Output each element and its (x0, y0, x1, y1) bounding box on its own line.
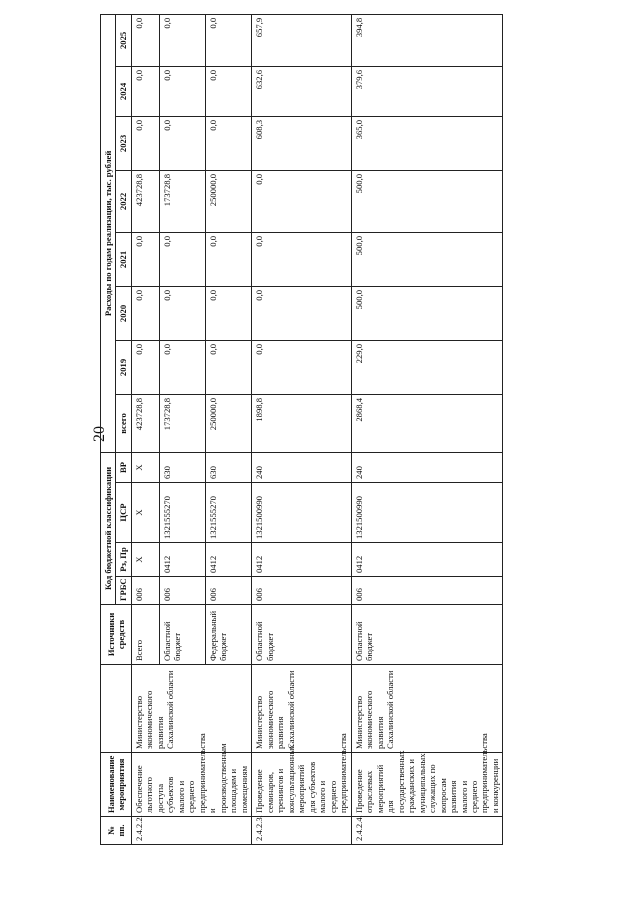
year-value: 423728,8 (131, 170, 159, 232)
year-value: 0,0 (205, 66, 251, 116)
vr-code: 630 (159, 452, 205, 482)
year-value: 0,0 (252, 232, 351, 286)
table-row (131, 14, 159, 844)
csr-code: 1321555270 (159, 483, 205, 543)
csr-code: 1321500990 (351, 483, 503, 543)
grbs-code: 006 (205, 577, 251, 605)
header-name: Наименование мероприятия (101, 753, 132, 817)
year-value: 0,0 (159, 340, 205, 394)
year-value: 0,0 (205, 340, 251, 394)
year-value: 365,0 (351, 116, 503, 170)
year-value: 394,8 (351, 14, 503, 66)
total-value: 423728,8 (131, 394, 159, 452)
header-rzpr: Рз, Пр (116, 543, 131, 577)
measure-name: Проведение семинаров, тренингов и консультационных мероприятий для субъектов малого и среднего предпринимательства (252, 753, 351, 817)
expenses-table (100, 14, 503, 845)
page-number: 20 (91, 426, 108, 442)
funding-source: Областной бюджет (351, 605, 503, 665)
header-source: Источники средств (101, 605, 132, 665)
header-vr: ВР (116, 452, 131, 482)
funding-source: Областной бюджет (252, 605, 351, 665)
vr-code: 630 (205, 452, 251, 482)
year-value: 0,0 (131, 66, 159, 116)
measure-name: Обеспечение льготного доступа субъектов малого и среднего предпринимательства и производственным площадям и помещениям (131, 753, 251, 817)
rzpr-code: 0412 (159, 543, 205, 577)
funding-source: Федеральный бюджет (205, 605, 251, 665)
total-value: 2868,4 (351, 394, 503, 452)
table-row (252, 14, 351, 844)
measure-name: Проведение отраслевых мероприятий для государственных гражданских и муниципальных служащих по вопросам развития малого и среднего предпринимательства и конкуренции (351, 753, 503, 817)
grbs-code: 006 (159, 577, 205, 605)
year-value: 0,0 (131, 116, 159, 170)
rzpr-code: 0412 (205, 543, 251, 577)
vr-code: 240 (351, 452, 503, 482)
csr-code: 1321500990 (252, 483, 351, 543)
year-value: 0,0 (159, 232, 205, 286)
csr-code: 1321555270 (205, 483, 251, 543)
year-value: 0,0 (205, 116, 251, 170)
year-value: 500,0 (351, 170, 503, 232)
executor: Министерство экономического развития Сахалинской области (351, 665, 503, 753)
rzpr-code: Х (131, 543, 159, 577)
header-expense-group: Расходы по годам реализации, тыс. рублей (101, 14, 116, 452)
year-value: 0,0 (205, 14, 251, 66)
year-value: 0,0 (131, 232, 159, 286)
year-value: 229,0 (351, 340, 503, 394)
year-value: 0,0 (205, 286, 251, 340)
year-value: 173728,8 (159, 170, 205, 232)
header-code-group: Код бюджетной классификации (101, 452, 116, 604)
year-value: 0,0 (131, 286, 159, 340)
year-value: 379,6 (351, 66, 503, 116)
year-value: 632,6 (252, 66, 351, 116)
total-value: 173728,8 (159, 394, 205, 452)
year-value: 0,0 (252, 170, 351, 232)
year-value: 0,0 (159, 286, 205, 340)
year-value: 0,0 (252, 340, 351, 394)
year-value: 500,0 (351, 232, 503, 286)
header-executor (101, 665, 132, 753)
header-csr: ЦСР (116, 483, 131, 543)
header-year-2023: 2023 (116, 116, 131, 170)
year-value: 0,0 (252, 286, 351, 340)
year-value: 657,9 (252, 14, 351, 66)
header-year-2025: 2025 (116, 14, 131, 66)
header-year-2019: 2019 (116, 340, 131, 394)
year-value: 500,0 (351, 286, 503, 340)
header-year-2022: 2022 (116, 170, 131, 232)
header-year-2024: 2024 (116, 66, 131, 116)
rzpr-code: 0412 (351, 543, 503, 577)
year-value: 0,0 (205, 232, 251, 286)
vr-code: 240 (252, 452, 351, 482)
header-total: всего (116, 394, 131, 452)
header-year-2020: 2020 (116, 286, 131, 340)
year-value: 0,0 (131, 340, 159, 394)
grbs-code: 006 (252, 577, 351, 605)
header-no: № пп. (101, 817, 132, 845)
rzpr-code: 0412 (252, 543, 351, 577)
year-value: 0,0 (159, 14, 205, 66)
executor: Министерство экономического развития Сахалинской области (131, 665, 251, 753)
year-value: 250000,0 (205, 170, 251, 232)
grbs-code: 006 (351, 577, 503, 605)
header-grbs: ГРБС (116, 577, 131, 605)
header-year-2021: 2021 (116, 232, 131, 286)
year-value: 0,0 (159, 66, 205, 116)
csr-code: Х (131, 483, 159, 543)
vr-code: Х (131, 452, 159, 482)
year-value: 608,3 (252, 116, 351, 170)
row-number: 2.4.2.3. (252, 817, 351, 845)
total-value: 250000,0 (205, 394, 251, 452)
row-number: 2.4.2.2. (131, 817, 251, 845)
row-number: 2.4.2.4. (351, 817, 503, 845)
table-row (351, 14, 503, 844)
grbs-code: 006 (131, 577, 159, 605)
funding-source: Областной бюджет (159, 605, 205, 665)
total-value: 1898,8 (252, 394, 351, 452)
year-value: 0,0 (131, 14, 159, 66)
year-value: 0,0 (159, 116, 205, 170)
funding-source: Всего (131, 605, 159, 665)
executor: Министерство экономического развития Сахалинской области (252, 665, 351, 753)
